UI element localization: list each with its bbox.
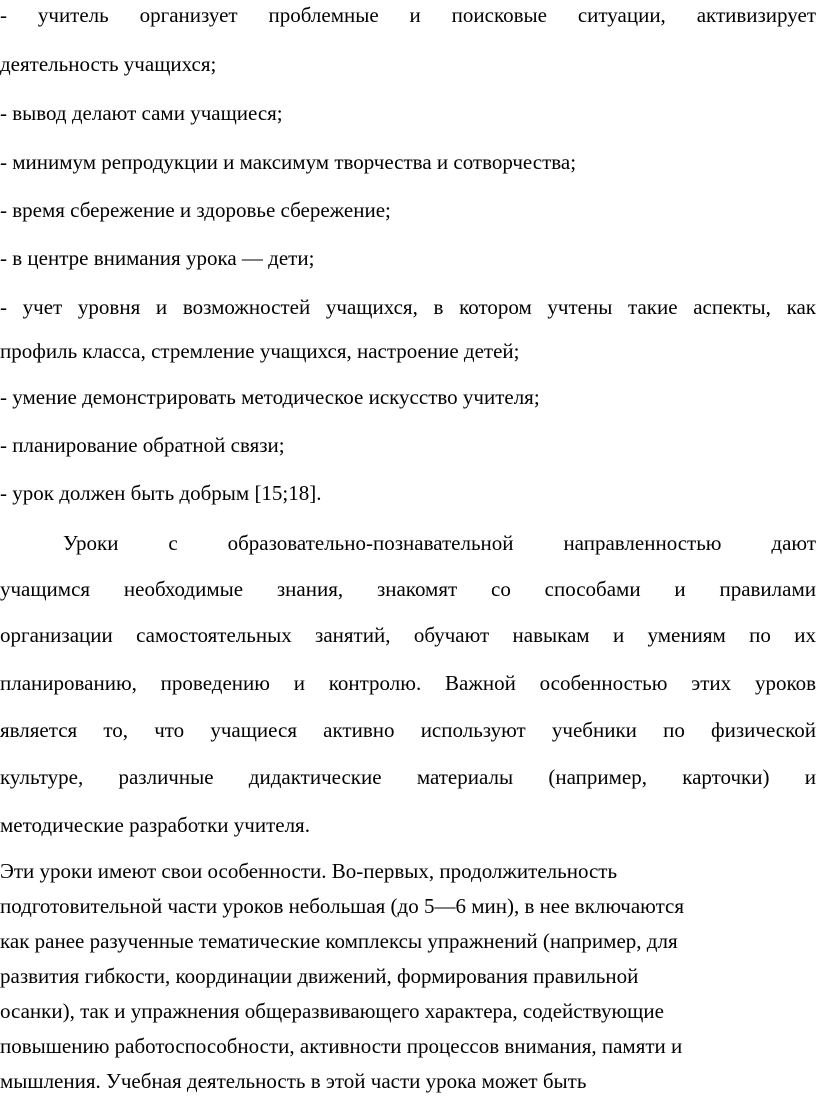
list-item-7: - умение демонстрировать методическое искусство учителя; xyxy=(0,385,540,409)
paragraph-2-line-4: развития гибкости, координации движений, формирования правильной xyxy=(0,964,639,988)
paragraph-1-line-7: методические разработки учителя. xyxy=(0,813,310,837)
list-item-6-line-2: профиль класса, стремление учащихся, настроение детей; xyxy=(0,339,520,363)
paragraph-2-line-2: подготовительной части уроков небольшая (до 5—6 мин), в нее включаются xyxy=(0,894,684,918)
paragraph-1-line-6: культуре, различные дидактические материалы (например, карточки) и xyxy=(0,765,816,789)
list-item-1-line-1: - учитель организует проблемные и поисковые ситуации, активизирует xyxy=(0,3,816,27)
list-item-6-line-1: - учет уровня и возможностей учащихся, в котором учтены такие аспекты, как xyxy=(0,295,816,319)
paragraph-1-line-3: организации самостоятельных занятий, обучают навыкам и умениям по их xyxy=(0,623,816,647)
list-item-9: - урок должен быть добрым [15;18]. xyxy=(0,481,322,505)
paragraph-2-line-5: осанки), так и упражнения общеразвивающего характера, содействующие xyxy=(0,999,664,1023)
list-item-2: - вывод делают сами учащиеся; xyxy=(0,101,283,125)
paragraph-2-line-7: мышления. Учебная деятельность в этой части урока может быть xyxy=(0,1069,587,1093)
list-item-8: - планирование обратной связи; xyxy=(0,433,285,457)
paragraph-2-line-3: как ранее разученные тематические комплексы упражнений (например, для xyxy=(0,929,678,953)
paragraph-2-line-1: Эти уроки имеют свои особенности. Во-первых, продолжительность xyxy=(0,859,618,883)
paragraph-1-line-1: Уроки с образовательно-познавательной направленностью дают xyxy=(63,531,816,555)
list-item-3: - минимум репродукции и максимум творчества и сотворчества; xyxy=(0,150,577,174)
list-item-5: - в центре внимания урока — дети; xyxy=(0,246,315,270)
list-item-1-line-2: деятельность учащихся; xyxy=(0,52,217,76)
list-item-4: - время сбережение и здоровье сбережение; xyxy=(0,198,391,222)
paragraph-1-line-2: учащимся необходимые знания, знакомят со способами и правилами xyxy=(0,577,816,601)
paragraph-1-line-4: планированию, проведению и контролю. Важной особенностью этих уроков xyxy=(0,671,816,695)
paragraph-2-line-6: повышению работоспособности, активности процессов внимания, памяти и xyxy=(0,1034,683,1058)
paragraph-1-line-5: является то, что учащиеся активно используют учебники по физической xyxy=(0,718,816,742)
